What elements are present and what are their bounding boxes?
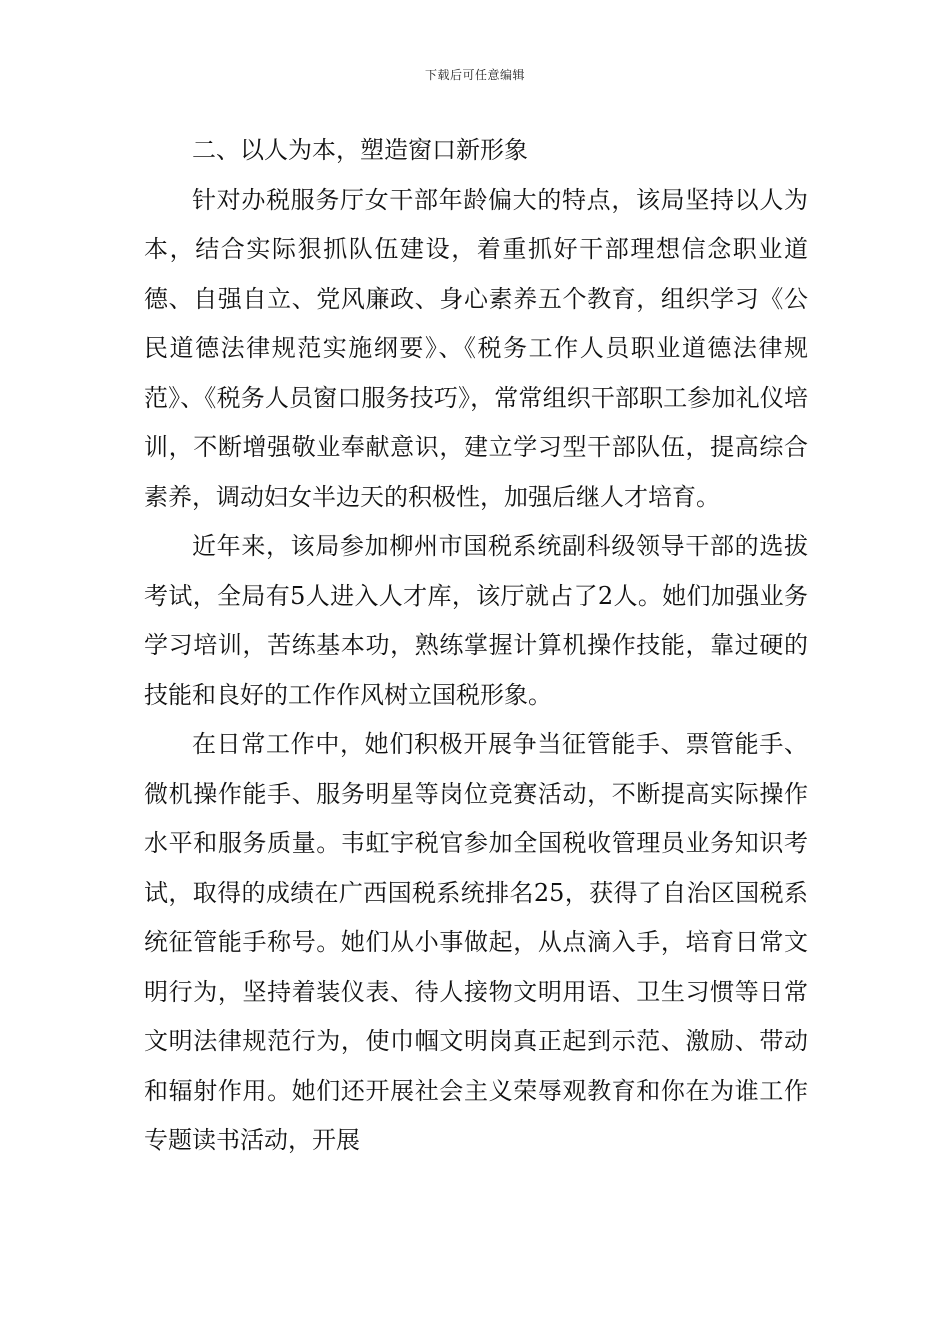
paragraph-1: 针对办税服务厅女干部年龄偏大的特点，该局坚持以人为本，结合实际狠抓队伍建设，着重抓好干部理想信念职业道德、自强自立、党风廉政、身心素养五个教育，组织学习《公民道德法律规范实施纲要》、《税务工作人员职业道德法律规范》、《税务人员窗口服务技巧》，常常组织干部职工参加礼仪培训，不断增强敬业奉献意识，建立学习型干部队伍，提高综合素养，调动妇女半边天的积极性，加强后继人才培育。 bbox=[144, 185, 808, 511]
document-body bbox=[144, 126, 808, 1166]
section-heading: 二、以人为本，塑造窗口新形象 bbox=[192, 136, 528, 164]
paragraph-3: 在日常工作中，她们积极开展争当征管能手、票管能手、微机操作能手、服务明星等岗位竞赛活动，不断提高实际操作水平和服务质量。韦虹宇税官参加全国税收管理员业务知识考试，取得的成绩在广西国税系统排名25，获得了自治区国税系统征管能手称号。她们从小事做起，从点滴入手，培育日常文明行为，坚持着装仪表、待人接物文明用语、卫生习惯等日常文明法律规范行为，使巾帼文明岗真正起到示范、激励、带动和辐射作用。她们还开展社会主义荣辱观教育和你在为谁工作专题读书活动，开展 bbox=[144, 730, 808, 1154]
header-note: 下载后可任意编辑 bbox=[424, 68, 525, 82]
paragraph-2: 近年来，该局参加柳州市国税系统副科级领导干部的选拔考试，全局有5人进入人才库，该厅就占了2人。她们加强业务学习培训，苦练基本功，熟练掌握计算机操作技能，靠过硬的技能和良好的工作作风树立国税形象。 bbox=[144, 532, 808, 709]
